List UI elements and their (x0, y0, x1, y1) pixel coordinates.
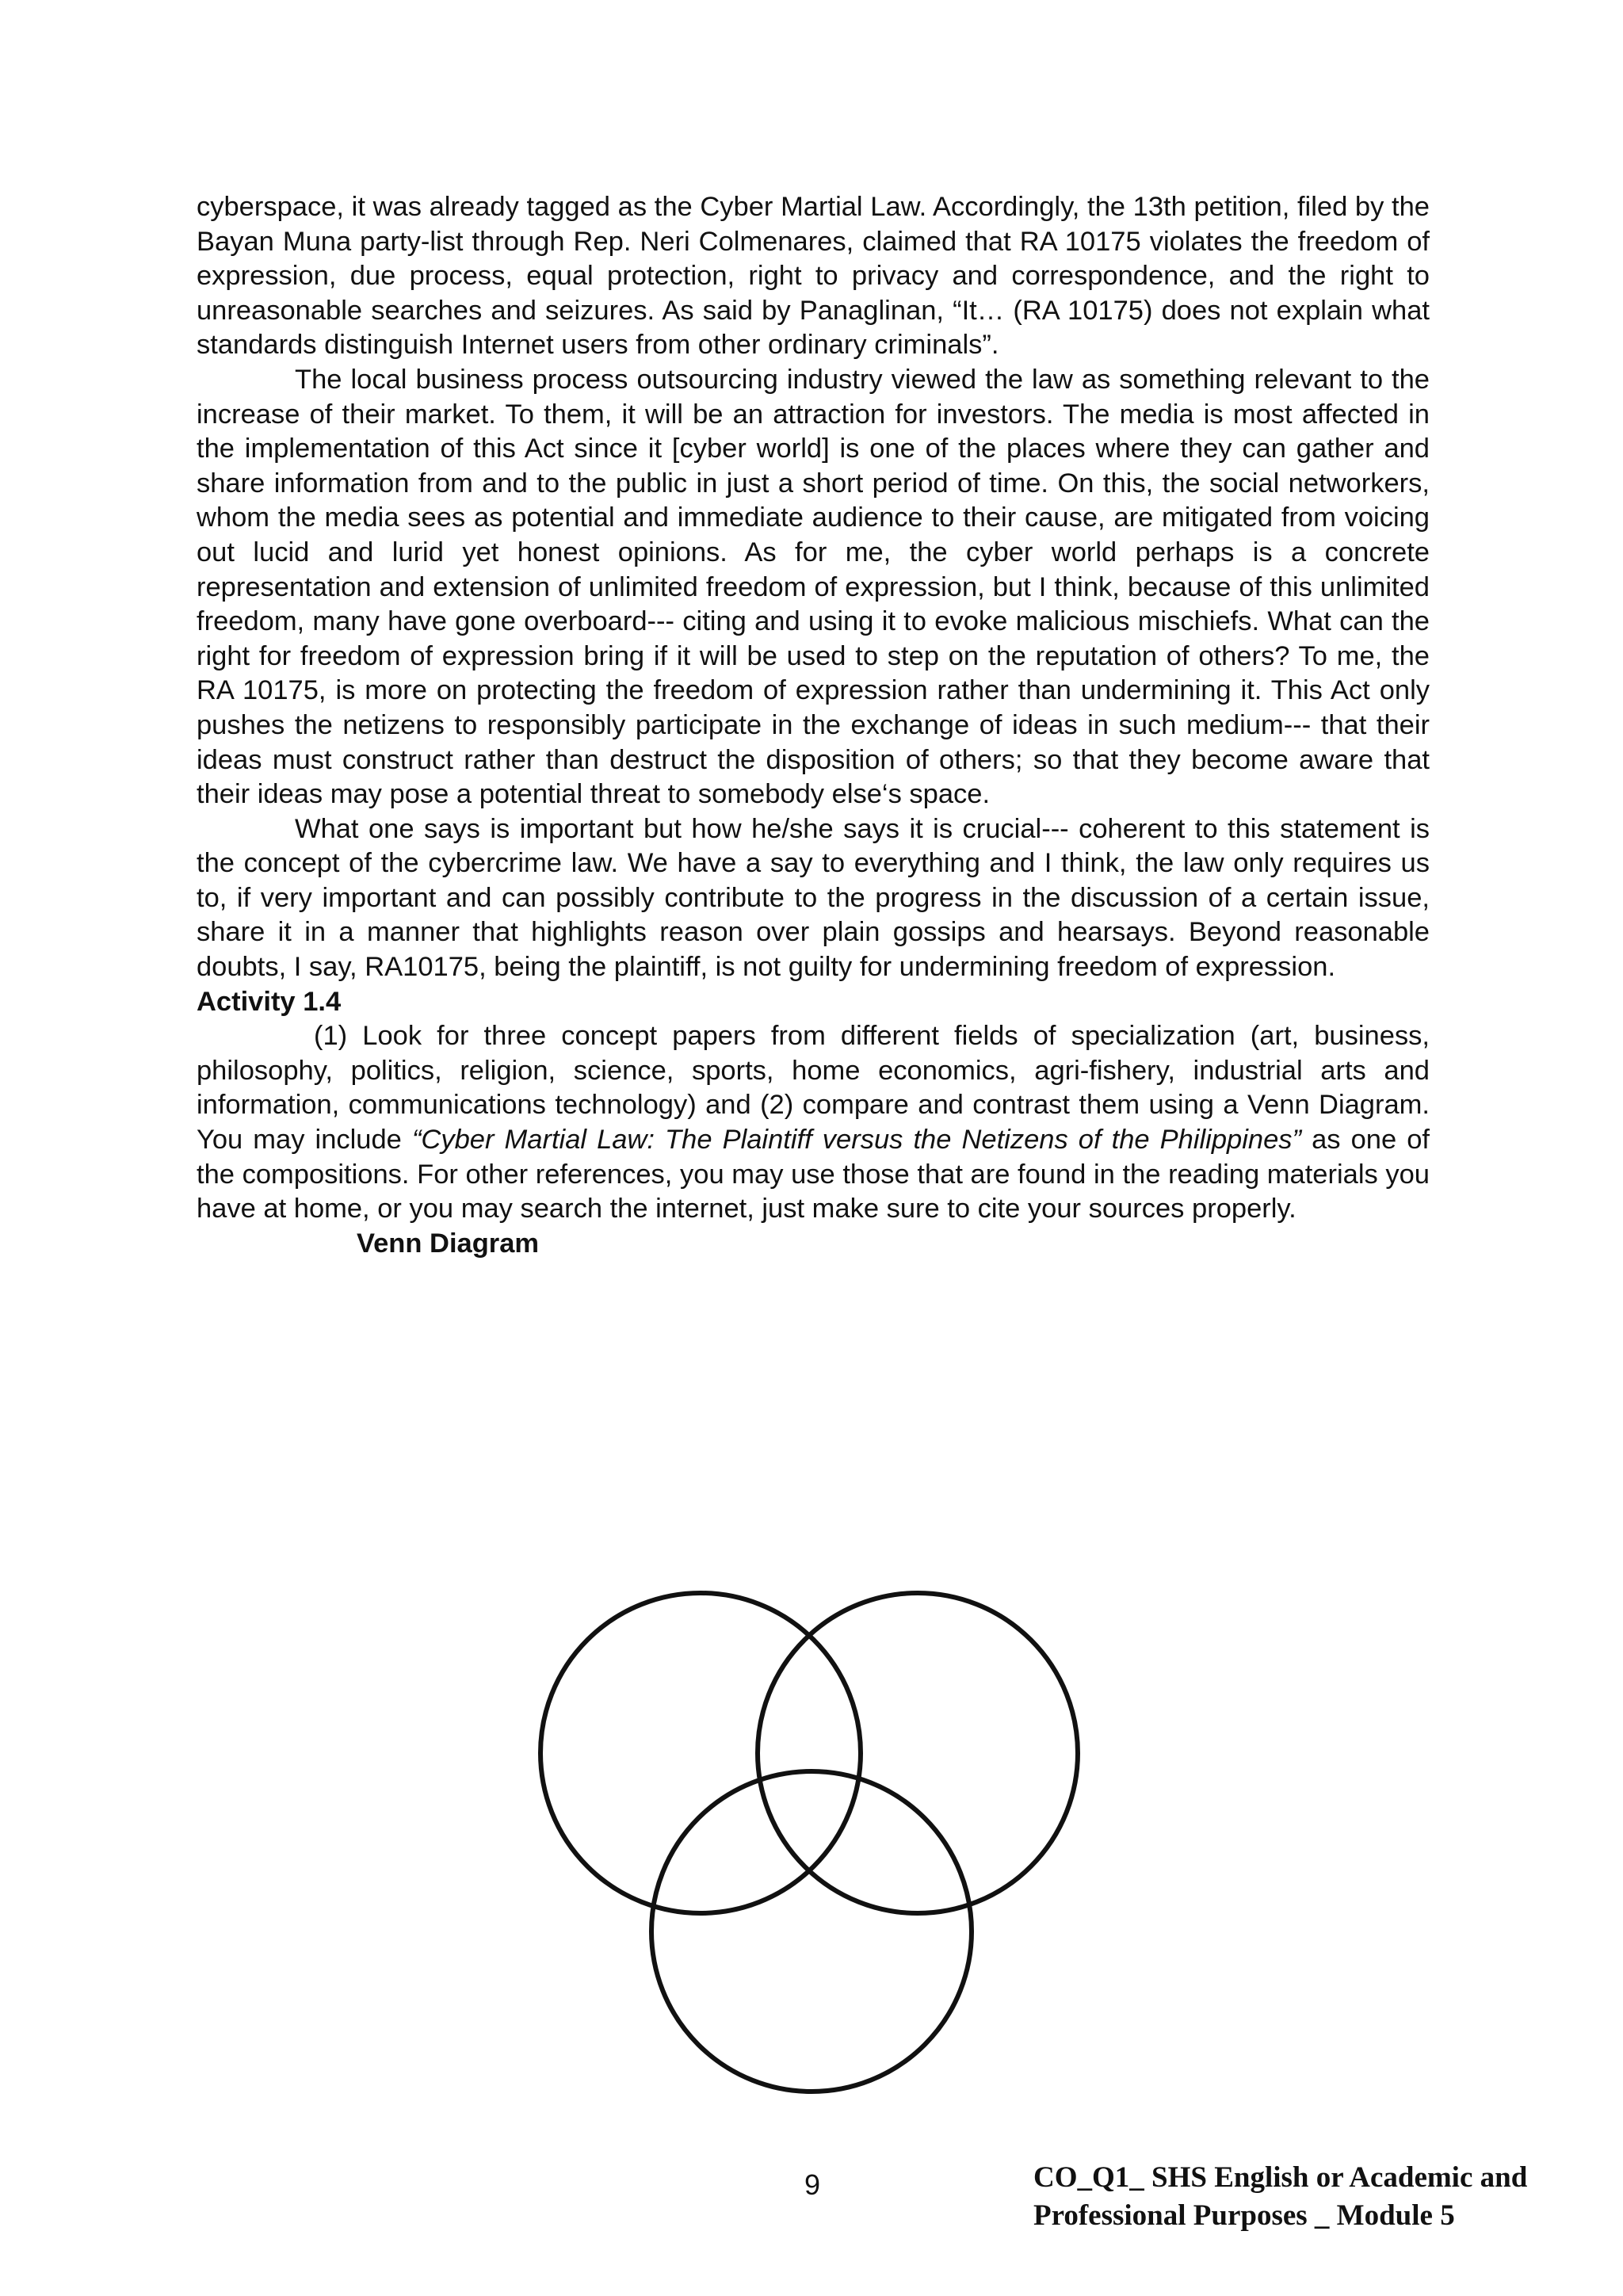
activity-text-before: (1) Look for three concept papers from different fields of specialization (art, business, philosophy, politics, religion, science, sports, home economics, agri-fishery, industrial arts and information, communications technology) and (2) compare and contrast them using a Venn Diagram. You may include (197, 1021, 1430, 1156)
page-number: 9 (804, 2168, 821, 2201)
venn-circle-right (758, 1593, 1078, 1913)
paragraph-1: cyberspace, it was already tagged as the Cyber Martial Law. Accordingly, the 13th petition, filed by the Bayan Muna party-list through Rep. Neri Colmenares, claimed that RA 10175 violates the freedom of expression, due process, equal protection, right to privacy and correspondence, and the right to unreasonable searches and seizures. As said by Panaglinan, “It… (RA 10175) does not explain what standards distinguish Internet users from other ordinary criminals”. (197, 192, 1430, 361)
footer-line-1: CO_Q1_ SHS English or Academic and (1033, 2161, 1528, 2194)
activity-heading: Activity 1.4 (197, 986, 342, 1017)
venn-circle-bottom (651, 1771, 972, 2092)
activity-text-after: as one of the compositions. For other references, you may use those that are found in the reading materials you have at home, or you may search the internet, just make sure to cite your sources properly. (197, 1125, 1430, 1224)
module-footer (1033, 2159, 1527, 2235)
paragraph-2: The local business process outsourcing industry viewed the law as something relevant to the increase of their market. To them, it will be an attraction for investors. The media is most affected in the implementation of this Act since it [cyber world] is one of the places where they can gather and share information from and to the public in just a short period of time. On this, the social networkers, whom the media sees as potential and immediate audience to their cause, are mitigated from voicing out lucid and lurid yet honest opinions. As for me, the cyber world perhaps is a concrete representation and extension of unlimited freedom of expression, but I think, because of this unlimited freedom, many have gone overboard--- citing and using it to evoke malicious mischiefs. What can the right for freedom of expression bring if it will be used to step on the reputation of others? To me, the RA 10175, is more on protecting the freedom of expression rather than undermining it. This Act only pushes the netizens to responsibly participate in the exchange of ideas in such medium--- that their ideas must construct rather than destruct the disposition of others; so that they become aware that their ideas may pose a potential threat to somebody else‘s space. (197, 364, 1430, 810)
footer-line-2: Professional Purposes _ Module 5 (1033, 2199, 1455, 2232)
venn-diagram-label: Venn Diagram (357, 1228, 540, 1259)
venn-circle-left (540, 1593, 861, 1913)
paragraph-3: What one says is important but how he/she says it is crucial--- coherent to this statement is the concept of the cybercrime law. We have a say to everything and I think, the law only requires us to, if very important and can possibly contribute to the progress in the discussion of a certain issue, share it in a manner that highlights reason over plain gossips and hearsays. Beyond reasonable doubts, I say, RA10175, being the plaintiff, is not guilty for undermining freedom of expression. (197, 813, 1430, 983)
activity-composition-title: “Cyber Martial Law: The Plaintiff versus the Netizens of the Philippines” (411, 1125, 1302, 1156)
